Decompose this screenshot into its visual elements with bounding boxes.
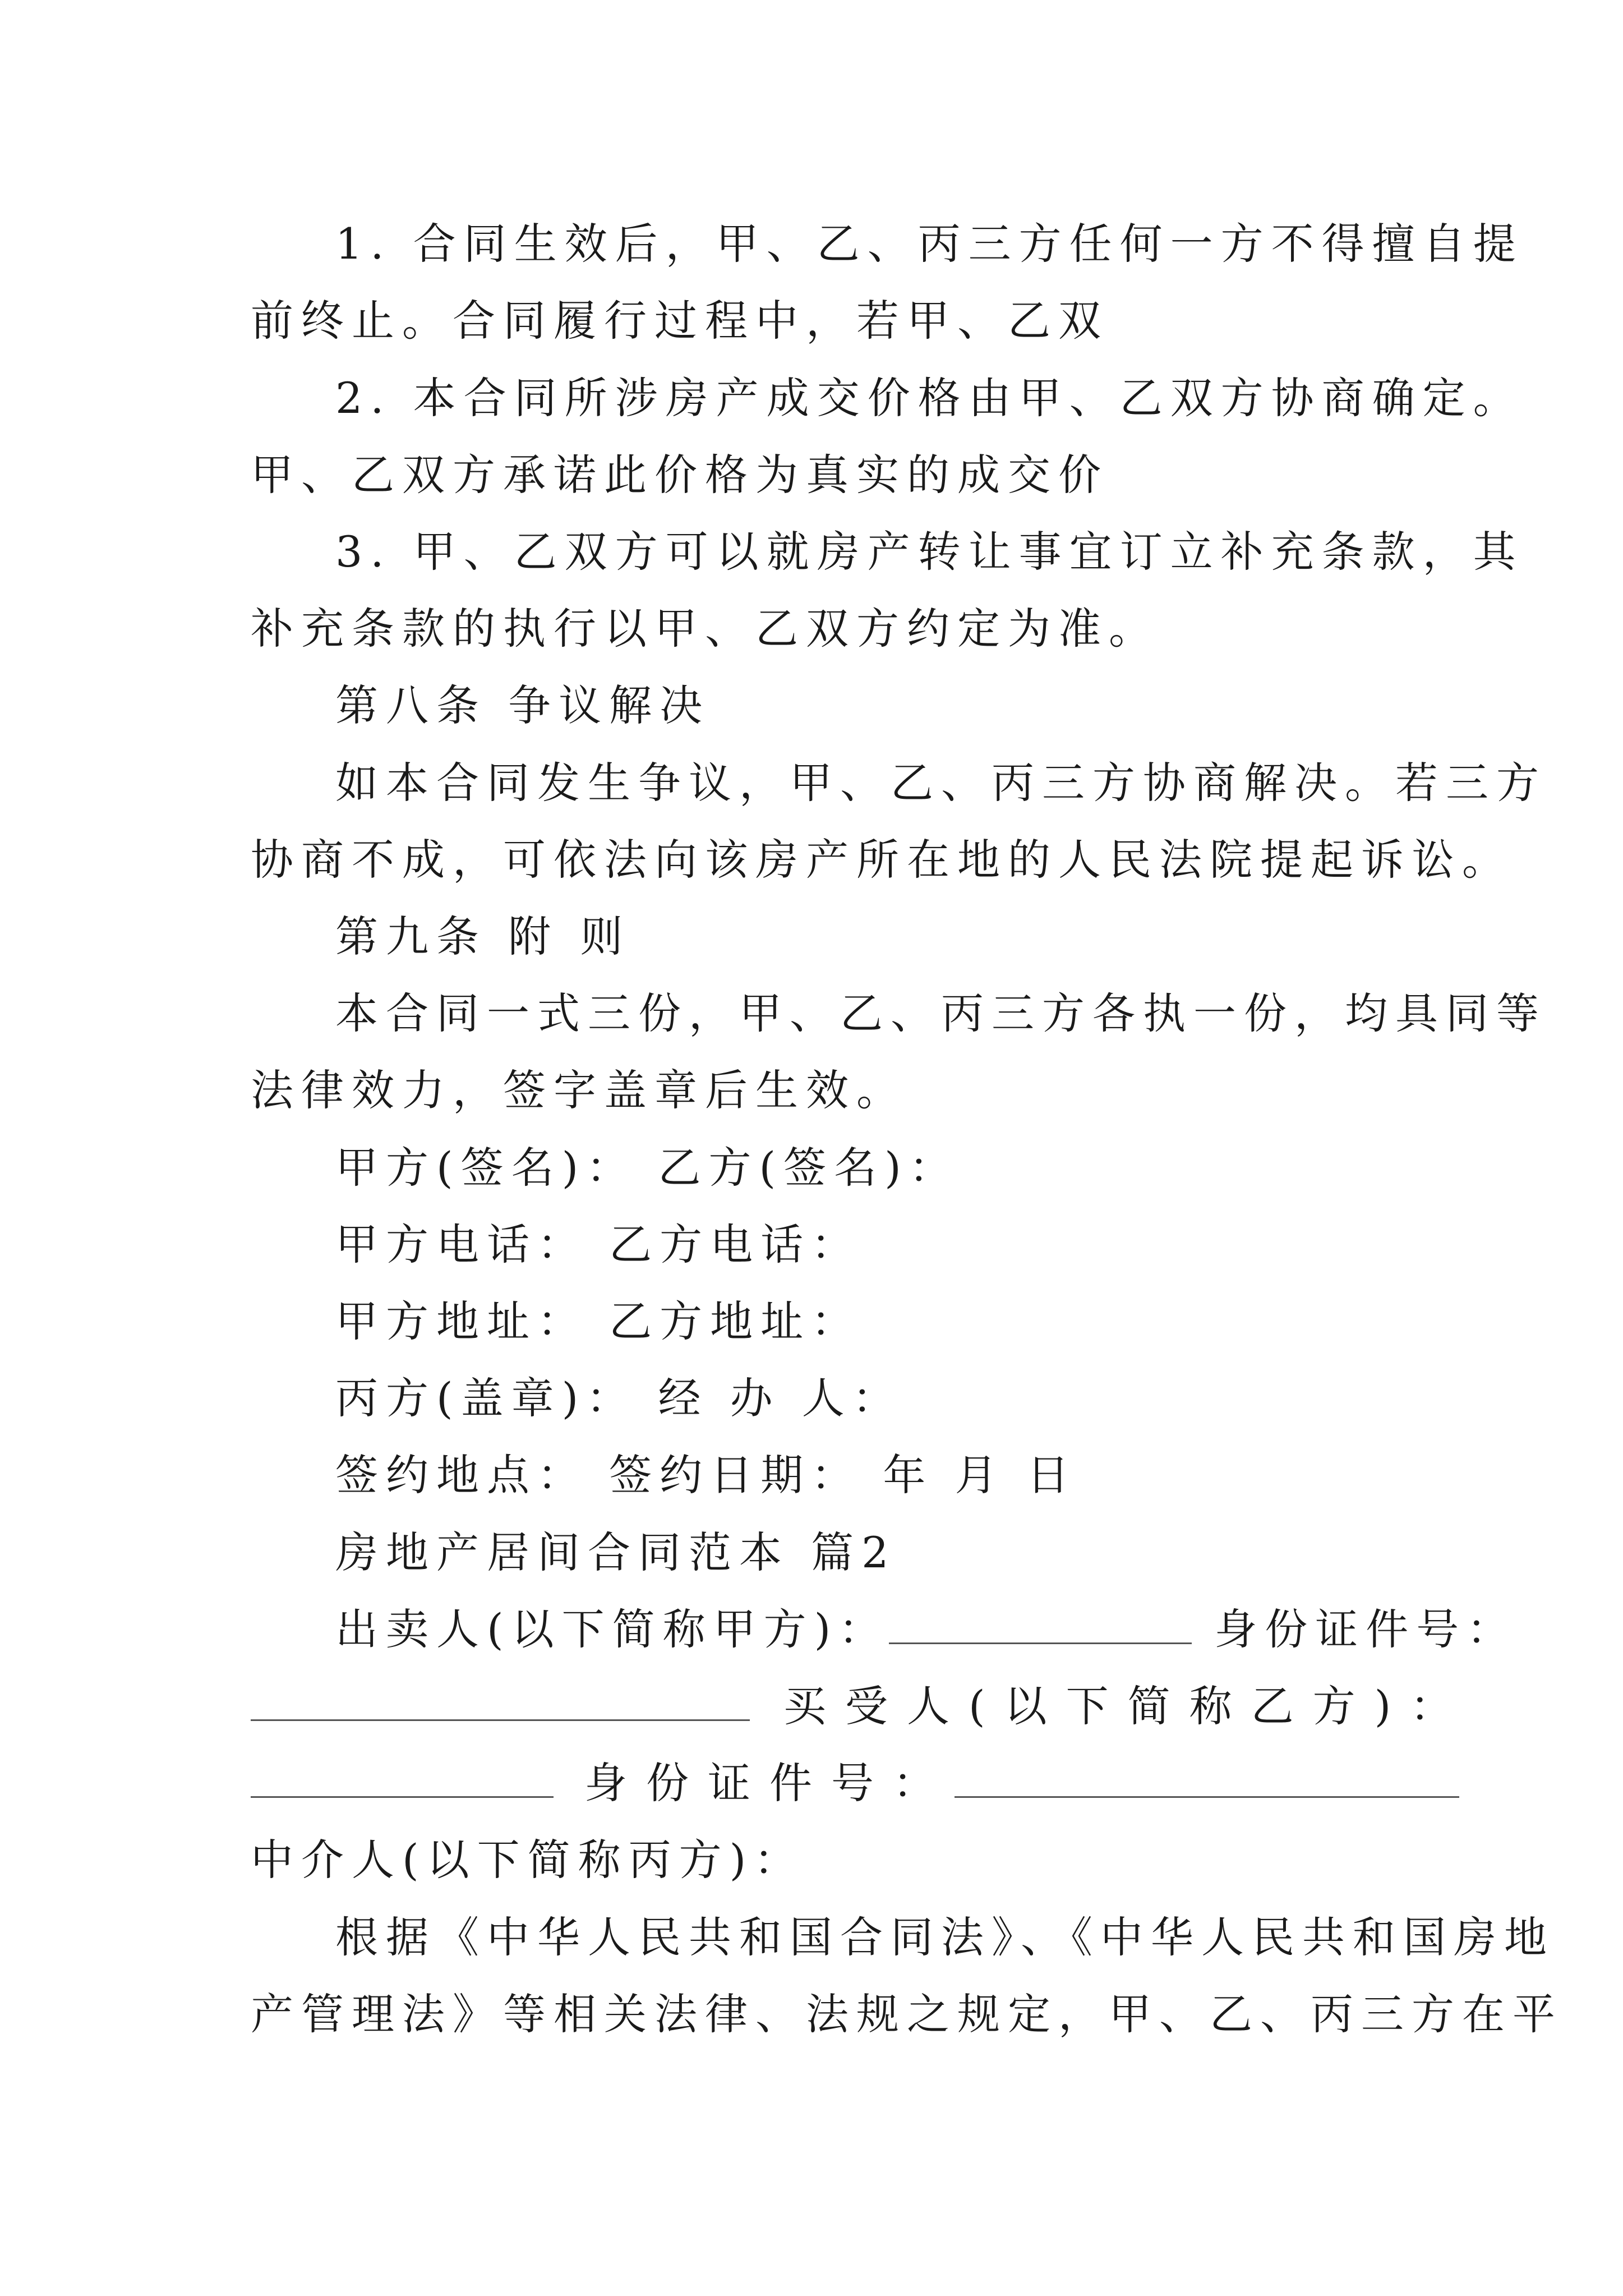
buyer-label: 买受人(以下简称乙方)：: [783, 1681, 1472, 1731]
basis-paragraph: 根据《中华人民共和国合同法》、《中华人民共和国房地: [335, 1912, 1555, 1962]
buyer-id-label: 身份证件号：: [584, 1758, 955, 1808]
section-title-part-2: 房地产居间合同范本 篇2: [335, 1527, 897, 1577]
seller-line: [335, 1602, 1517, 1658]
basis-paragraph-cont: 产管理法》等相关法律、法规之规定，甲、乙、丙三方在平: [251, 1989, 1563, 2039]
section-heading-8: 第八条 争议解决: [335, 680, 711, 730]
buyer-id-blank[interactable]: [955, 1763, 1459, 1798]
clause-7-item-2: 2. 本合同所涉房产成交价格由甲、乙双方协商确定。: [335, 373, 1524, 423]
clause-7-item-2-cont: 甲、乙双方承诺此价格为真实的成交价: [251, 450, 1109, 500]
buyer-line: [251, 1678, 1472, 1734]
phone-line: 甲方电话： 乙方电话：: [335, 1220, 862, 1269]
clause-7-item-3-cont: 补充条款的执行以甲、乙双方约定为准。: [251, 604, 1159, 654]
signature-line: 甲方(签名)： 乙方(签名)：: [335, 1143, 960, 1193]
agent-line: 中介人(以下简称丙方)：: [251, 1835, 805, 1885]
dispute-paragraph-cont: 协商不成，可依法向该房产所在地的人民法院提起诉讼。: [251, 835, 1513, 885]
copies-paragraph: 本合同一式三份，甲、乙、丙三方各执一份，均具同等: [335, 988, 1547, 1038]
signing-place-date-line: 签约地点： 签约日期： 年 月 日: [335, 1450, 1077, 1500]
buyer-name-blank[interactable]: [251, 1763, 554, 1798]
seller-name-blank[interactable]: [889, 1609, 1192, 1644]
clause-7-item-1-cont: 前终止。合同履行过程中，若甲、乙双: [251, 296, 1109, 346]
buyer-id-line: [251, 1755, 1459, 1811]
dispute-paragraph: 如本合同发生争议，甲、乙、丙三方协商解决。若三方: [335, 758, 1547, 808]
clause-7-item-1: 1. 合同生效后，甲、乙、丙三方任何一方不得擅自提: [335, 219, 1524, 269]
clause-7-item-3: 3. 甲、乙双方可以就房产转让事宜订立补充条款，其: [335, 527, 1524, 577]
section-heading-9: 第九条 附 则: [335, 912, 631, 961]
address-line: 甲方地址： 乙方地址：: [335, 1296, 862, 1346]
seller-label: 出卖人(以下简称甲方)：: [335, 1604, 889, 1654]
seller-id-label: 身份证件号：: [1214, 1604, 1518, 1654]
copies-paragraph-cont: 法律效力，签字盖章后生效。: [251, 1065, 907, 1115]
seller-id-blank[interactable]: [251, 1686, 750, 1721]
seal-line: 丙方(盖章)： 经 办 人：: [335, 1373, 903, 1423]
